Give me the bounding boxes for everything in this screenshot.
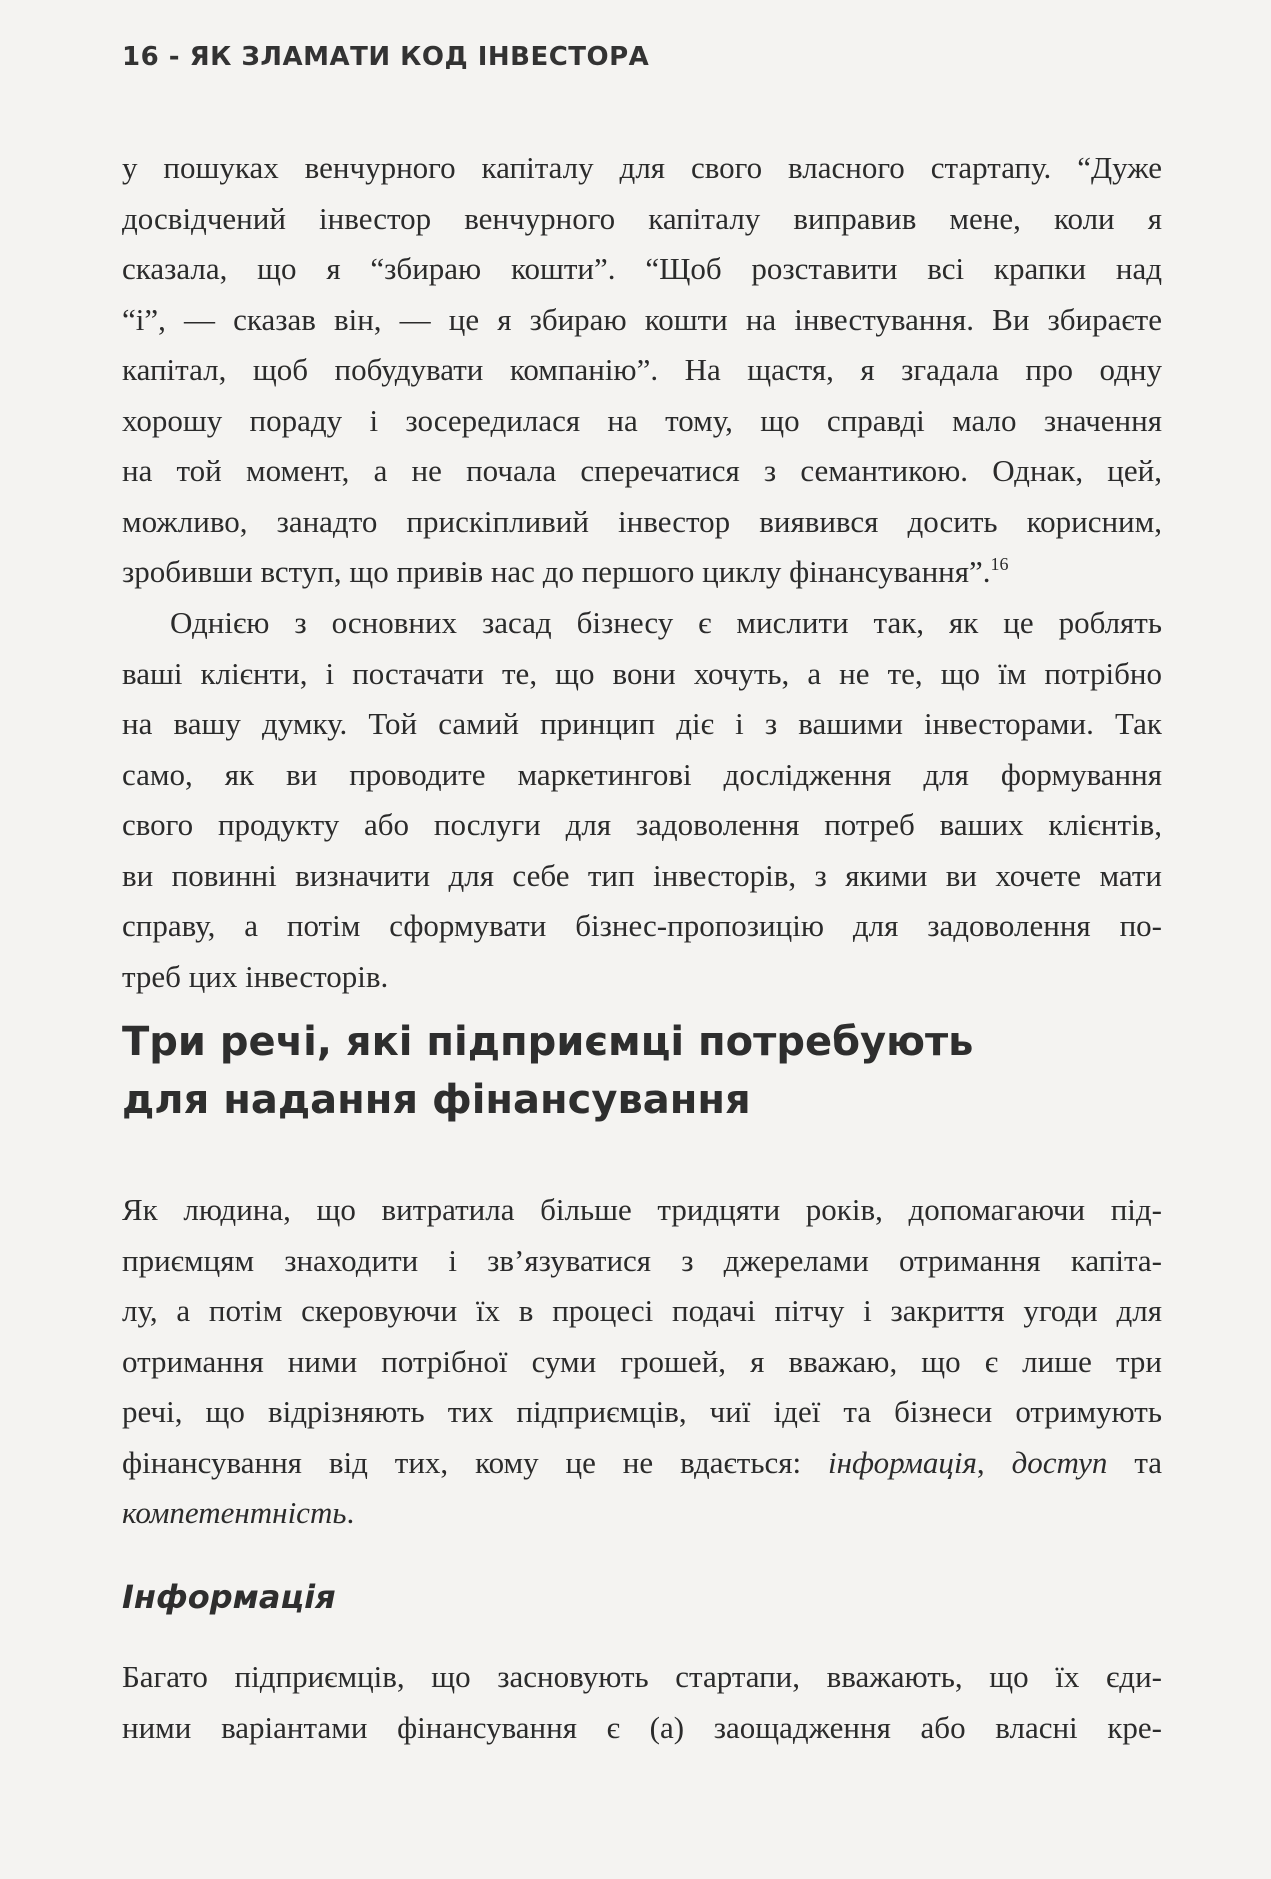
text-line: отримання ними потрібної суми грошей, я вважаю, що є лише три: [122, 1343, 1162, 1379]
section-heading-line-1: Три речі, які підприємці потребують: [122, 1019, 974, 1065]
text-line: можливо, занадто прискіпливий інвестор виявився досить корисним,: [122, 503, 1162, 539]
text-line: приємцям знаходити і зв’язуватися з джерелами отримання капіта-: [122, 1242, 1162, 1278]
text-line: [122, 1438, 1162, 1489]
text-line: справу, а потім сформувати бізнес-пропозицію для задоволення по-: [122, 908, 1162, 943]
emphasis: доступ: [1011, 1444, 1108, 1480]
text-line: речі, що відрізняють тих підприємців, чиї ідеї та бізнеси отримують: [122, 1394, 1162, 1429]
subheading-information: Інформація: [122, 1578, 336, 1616]
text-span: фінансування від тих, кому це не вдається:: [122, 1444, 829, 1480]
running-header: 16 - ЯК ЗЛАМАТИ КОД ІНВЕСТОРА: [122, 42, 650, 72]
paragraph-three-things: [122, 1185, 1162, 1539]
footnote-marker: 16: [990, 554, 1009, 574]
text-line: само, як ви проводите маркетингові дослідження для формування: [122, 756, 1162, 792]
text-span: ,: [976, 1444, 1012, 1480]
section-heading-line-2: для надання фінансування: [122, 1077, 751, 1123]
text-line: у пошуках венчурного капіталу для свого власного стартапу. “Дуже: [122, 150, 1162, 185]
text-line: досвідчений інвестор венчурного капіталу виправив мене, коли я: [122, 200, 1162, 236]
text-line: [122, 1488, 1162, 1539]
text-line: хорошу пораду і зосередилася на тому, що справді мало значення: [122, 402, 1162, 438]
text-span: .: [346, 1495, 355, 1530]
text-line: на вашу думку. Той самий принцип діє і з вашими інвесторами. Так: [122, 706, 1162, 741]
emphasis: інформація: [828, 1444, 977, 1480]
paragraph-information: [122, 1652, 1162, 1753]
text-line: Однією з основних засад бізнесу є мислити так, як це роблять: [170, 605, 1162, 640]
text-line: капітал, щоб побудувати компанію”. На щастя, я згадала про одну: [122, 352, 1162, 387]
paragraph-business-principle: [122, 598, 1162, 1002]
text-line: ваші клієнти, і постачати те, що вони хочуть, а не те, що їм потрібно: [122, 655, 1162, 691]
text-line: [122, 547, 1162, 598]
text-line: лу, а потім скеровуючи їх в процесі подачі пітчу і закриття угоди для: [122, 1293, 1162, 1328]
text-span: та: [1107, 1444, 1163, 1480]
text-line: сказала, що я “збираю кошти”. “Щоб розставити всі крапки над: [122, 251, 1162, 286]
text-span: зробивши вступ, що привів нас до першого циклу фінансування”.: [122, 554, 991, 589]
text-line: Багато підприємців, що засновують стартапи, вважають, що їх єди-: [122, 1659, 1162, 1694]
text-line: на той момент, а не почала сперечатися з семантикою. Однак, цей,: [122, 453, 1162, 488]
emphasis: компетентність: [122, 1495, 347, 1530]
text-line: ними варіантами фінансування є (а) заощадження або власні кре-: [122, 1709, 1162, 1745]
text-line: треб цих інвесторів.: [122, 958, 389, 994]
paragraph-quote-end: [122, 143, 1162, 598]
text-line: ви повинні визначити для себе тип інвесторів, з якими ви хочете мати: [122, 857, 1162, 893]
text-line: “і”, — сказав він, — це я збираю кошти на інвестування. Ви збираєте: [122, 301, 1162, 337]
text-line: свого продукту або послуги для задоволення потреб ваших клієнтів,: [122, 807, 1162, 842]
text-line: Як людина, що витратила більше тридцяти років, допомагаючи під-: [122, 1192, 1162, 1227]
